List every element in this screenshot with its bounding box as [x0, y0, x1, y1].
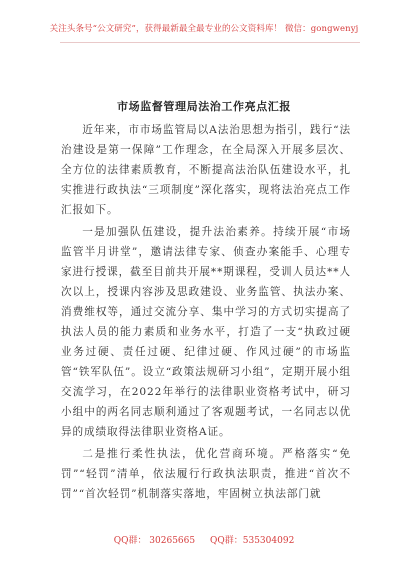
footer-qq-group-2: QQ群：535304092: [210, 536, 295, 546]
source-banner: 关注头条号“公文研究”，获得最新最全最专业的公文资料库！ 微信：gongwenyj: [49, 24, 359, 34]
banner-divider: [60, 42, 360, 43]
document-title: 市场监督管理局法治工作亮点汇报: [117, 100, 291, 113]
footer-contact: [0, 533, 408, 546]
paragraph-team-building: 一是加强队伍建设，提升法治素养。持续开展“市场监管半月讲堂”，邀请法律专家、侦查办案能手、心理专家进行授课，截至目前共开展**期课程，受训人员达**人次以上，授课内容涉及思政建设、业务监管、执法办案、消费维权等，通过交流分享、集中学习的方式切实提高了执法人员的能力素质和业务水平，打造了一支“执政过硬业务过硬、责任过硬、纪律过硬、作风过硬”的市场监管“铁军队伍”。设立“政策法规研习小组”，定期开展小组交流学习，在2022年举行的法律职业资格考试中，研习小组中的两名同志顺利通过了客观题考试，一名同志以优异的成绩取得法律职业资格A证。: [61, 226, 351, 438]
footer-qq-group-1: QQ群： 30265665: [113, 536, 196, 546]
document-body: [61, 120, 351, 506]
paragraph-intro: 近年来，市市场监管局以A法治思想为指引，践行“法治建设是第一保障”工作理念，在全局深入开展多层次、全方位的法律素质教育，不断提高法治队伍建设水平，扎实推进行政执法“三项制度”深化落实，现将法治亮点工作汇报如下。: [61, 124, 351, 216]
paragraph-flexible-enforcement: 二是推行柔性执法，优化营商环境。严格落实“免罚”“轻罚”清单，依法履行行政执法职责，推进“首次不罚”“首次轻罚”机制落实落地，牢固树立执法部门就: [61, 448, 351, 500]
